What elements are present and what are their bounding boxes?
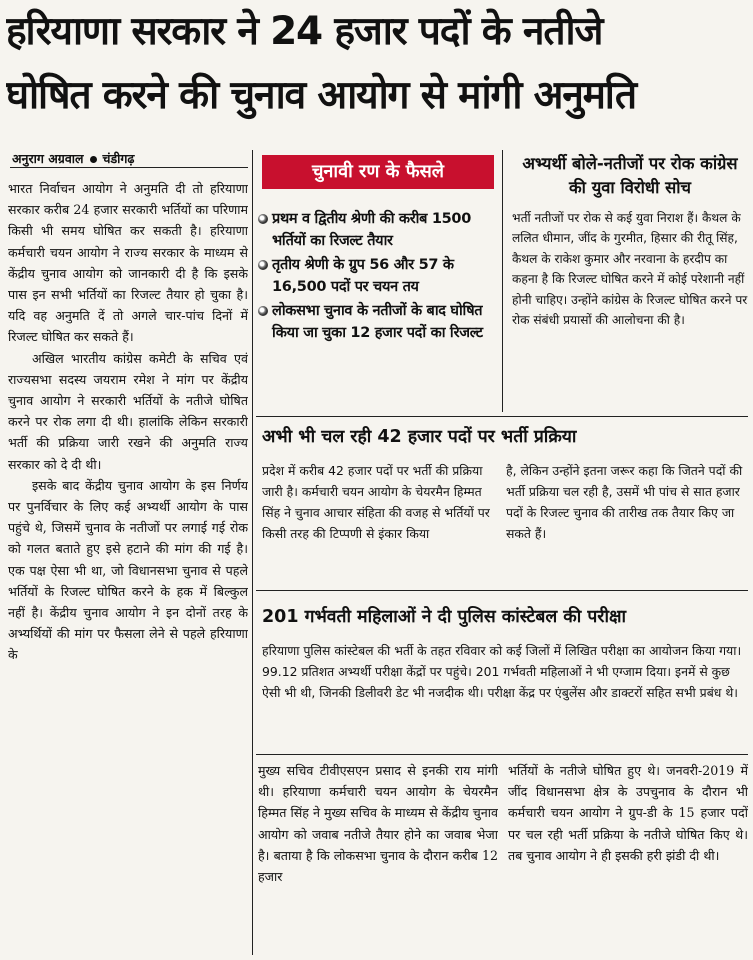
continuation-col-1: मुख्य सचिव टीवीएसएन प्रसाद से इनकी राय मांगी थी। हरियाणा कर्मचारी चयन आयोग के चेयरमैन हिम्मत सिंह ने मुख्य सचिव के माध्यम से केंद्रीय चुनाव आयोग को जवाब नतीजे तैयार होने का जवाब भेजा है। बताया है कि लोकसभा चुनाव के दौरान करीब 12 हजार xyxy=(258,763,498,885)
right-story-text: भर्ती नतीजों पर रोक से कई युवा निराश हैं। कैथल के ललित धीमान, जींद के गुरमीत, हिसार की रीतू सिंह, कैथल के राकेश कुमार और नरवाना के हरदीप का कहना है कि रिजल्ट घोषित करने में कोई परेशानी नहीं होनी चाहिए। उन्होंने कांग्रेस के रिजल्ट घोषित करने पर रोक संबंधी प्रयासों की आलोचना की है। xyxy=(512,211,748,328)
process-story-title: अभी भी चल रही 42 हजार पदों पर भर्ती प्रक्रिया xyxy=(262,427,577,447)
bullet-icon xyxy=(258,214,268,224)
exam-story-text: हरियाणा पुलिस कांस्टेबल की भर्ती के तहत रविवार को कई जिलों में लिखित परीक्षा का आयोजन किया गया। 99.12 प्रतिशत अभ्यर्थी परीक्षा केंद्रों पर पहुंचे। 201 गर्भवती महिलाओं ने भी एग्जाम दिया। इनमें से कुछ ऐसी भी थी, जिनकी डिलीवरी डेट भी नजदीक थी। परीक्षा केंद्र पर एंबुलेंस और डाक्टरों सहित सभी प्रबंध थे। xyxy=(262,643,742,700)
byline xyxy=(12,150,134,167)
left-paragraph-2: अखिल भारतीय कांग्रेस कमेटी के सचिव एवं राज्यसभा सदस्य जयराम रमेश ने मांग पर केंद्रीय चुनाव आयोग ने सरकारी भर्तियों के नतीजे घोषित करने पर रोक लगा दी थी। हालांकि लेकिन सरकारी भर्ती की प्रक्रिया जारी रखने की अनुमति राज्य सरकार को दे दी थी। xyxy=(8,350,248,472)
right-story-title: अभ्यर्थी बोले-नतीजों पर रोक कांग्रेस की युवा विरोधी सोच xyxy=(522,154,738,197)
section-rule xyxy=(256,590,748,591)
column-divider-top xyxy=(502,150,503,412)
fact-item: प्रथम व द्वितीय श्रेणी की करीब 1500 भर्तियों का रिजल्ट तैयार xyxy=(258,208,496,252)
exam-story-title: 201 गर्भवती महिलाओं ने दी पुलिस कांस्टेबल की परीक्षा xyxy=(262,607,627,627)
bullet-icon xyxy=(90,156,97,163)
continuation-col-2: भर्तियों के नतीजे घोषित हुए थे। जनवरी-2019 में जींद विधानसभा क्षेत्र के उपचुनाव के दौरान भी कर्मचारी चयन आयोग ने ग्रुप-डी के 15 हजार पदों पर चल रही भर्ती प्रक्रिया के नतीजे घोषित किए थे। तब चुनाव आयोग ने ही इसकी हरी झंडी दी थी। xyxy=(508,763,748,863)
headline-line-1: हरियाणा सरकार ने 24 हजार पदों के नतीजे xyxy=(6,9,603,54)
headline-line-2: घोषित करने की चुनाव आयोग से मांगी अनुमति xyxy=(6,73,636,118)
fact-box-title: चुनावी रण के फैसले xyxy=(311,161,444,182)
process-story-col-1: प्रदेश में करीब 42 हजार पदों पर भर्ती की प्रक्रिया जारी है। कर्मचारी चयन आयोग के चेयरमैन हिम्मत सिंह ने चुनाव आचार संहिता की वजह से भर्तियों पर किसी तरह की टिप्पणी से इंकार किया xyxy=(262,463,490,541)
fact-item: लोकसभा चुनाव के नतीजों के बाद घोषित किया जा चुका 12 हजार पदों का रिजल्ट xyxy=(258,300,496,344)
section-rule xyxy=(256,754,748,755)
bullet-icon xyxy=(258,260,268,270)
fact-item: तृतीय श्रेणी के ग्रुप 56 और 57 के 16,500 पदों पर चयन तय xyxy=(258,254,496,298)
fact-box-list xyxy=(258,208,496,346)
byline-place: चंडीगढ़ xyxy=(102,151,135,166)
column-divider-left xyxy=(252,150,253,955)
bullet-icon xyxy=(258,306,268,316)
byline-rule xyxy=(10,167,248,168)
left-paragraph-1: भारत निर्वाचन आयोग ने अनुमति दी तो हरियाणा सरकार करीब 24 हजार सरकारी भर्तियों का परिणाम किसी भी समय घोषित कर सकती है। हरियाणा कर्मचारी चयन आयोग ने राज्य सरकार के माध्यम से केंद्रीय चुनाव आयोग को जानकारी दी है कि इसके पास इन सभी भर्तियों का रिजल्ट तैयार हो चुका है। यदि वह अनुमति दें तो अगले चार-पांच दिनों में रिजल्ट घोषित कर सकते हैं। xyxy=(8,181,248,345)
section-rule xyxy=(256,416,748,417)
process-story-col-2: है, लेकिन उन्होंने इतना जरूर कहा कि जितने पदों की भर्ती प्रक्रिया चल रही है, उसमें भी पांच से सात हजार पदों के रिजल्ट चुनाव की तारीख तक तैयार किए जा सकते हैं। xyxy=(506,463,743,541)
left-column xyxy=(8,178,248,958)
left-paragraph-3: इसके बाद केंद्रीय चुनाव आयोग के इस निर्णय पर पुनर्विचार के लिए कई अभ्यर्थी आयोग के पास पहुंचे थे, जिसमें चुनाव के नतीजों पर लगाई गई रोक को गलत बताते हुए इसे हटाने की मांग की गई है। एक पक्ष ऐसा भी था, जो विधानसभा चुनाव से पहले भर्तियों के रिजल्ट घोषित करने के हक में बिल्कुल नहीं है। केंद्रीय चुनाव आयोग ने इन दोनों तरह के अभ्यर्थियों की मांग पर फैसला लेने से पहले हरियाणा के xyxy=(8,477,248,663)
byline-author: अनुराग अग्रवाल xyxy=(12,151,84,166)
fact-box-title-banner xyxy=(262,155,494,189)
